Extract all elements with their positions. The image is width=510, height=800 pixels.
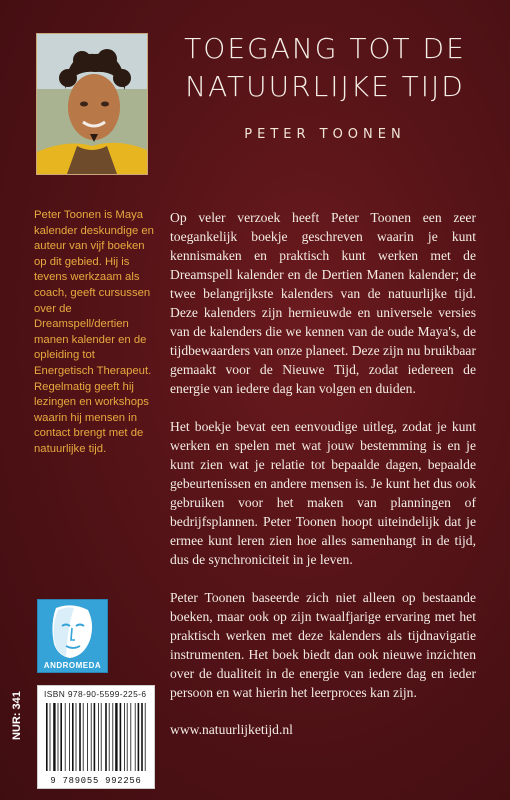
barcode-bar bbox=[120, 703, 122, 771]
blurb-text bbox=[170, 208, 476, 721]
barcode-bar bbox=[58, 703, 59, 771]
barcode-bar bbox=[115, 703, 117, 771]
website-link[interactable]: www.natuurlijketijd.nl bbox=[170, 722, 293, 737]
barcode-bar bbox=[60, 703, 62, 771]
blurb-paragraph-3: Peter Toonen baseerde zich niet alleen op bestaande boeken, maar ook op zijn twaalfjarige ervaring met het praktisch werken met deze kalenders als tijdnavigatie instrumenten. Het boek biedt dan ook nieuwe inzichten over de dualiteit in de energie van iedere dag en ieder persoon en wat hierin het leerproces kan zijn. bbox=[170, 590, 476, 700]
barcode-bar bbox=[46, 703, 48, 771]
title-line-2: NATUURLIJKE TIJD bbox=[185, 70, 465, 103]
barcode-bar bbox=[72, 703, 74, 771]
barcode-bar bbox=[94, 703, 96, 771]
barcode-bar bbox=[145, 703, 146, 771]
isbn-label: ISBN 978-90-5599-225-6 bbox=[44, 689, 147, 699]
author-bio: Peter Toonen is Maya kalender deskundige en auteur van vijf boeken op dit gebied. Hij is tevens werkzaam als coach, geeft cursussen over de Dreamspell/dertien manen kalender en de opleiding tot Energetisch Therapeut. Regelmatig geeft hij lezingen en workshops waarin hij mensen in contact brengt met de natuurlijke tijd. bbox=[34, 209, 154, 455]
barcode-bar bbox=[98, 703, 99, 771]
barcode-bar bbox=[79, 703, 81, 771]
barcode-bar bbox=[127, 703, 128, 771]
barcode-bar bbox=[130, 703, 131, 771]
barcode-bar bbox=[109, 703, 110, 771]
blurb-paragraph-2: Het boekje bevat een eenvoudige uitleg, zodat je kunt werken en spelen met wat jouw bestemming is en je kunt zien wat je relatie tot bepaalde dagen, bepaalde gebeurtenissen en andere mensen is. Je kunt het dus ook gebruiken voor het maken van planningen of bedrijfsplannen. Peter Toonen hoopt uiteindelijk dat je ermee kunt leren zien hoe alles samenhangt in de tijd, dus de synchroniciteit in je leven. bbox=[170, 419, 476, 567]
ean-digits: 9 789055 992256 bbox=[50, 776, 142, 786]
publisher-name: ANDROMEDA bbox=[43, 661, 102, 670]
barcode-bar bbox=[101, 703, 102, 771]
barcode-bar bbox=[50, 703, 51, 771]
nur-code: NUR: 341 bbox=[11, 691, 23, 740]
publisher-logo bbox=[37, 599, 108, 673]
blurb-paragraph-1: Op veler verzoek heeft Peter Toonen een zeer toegankelijk boekje geschreven waarin je kunt kennismaken en praktisch kunt werken met de Dreamspell kalender en de Dertien Manen kalender; de twee belangrijkste kalenders van de natuurlijke tijd. Deze kalenders zijn hernieuwde en universele versies van de kalenders die we kennen van de oude Maya's, de tijdbewaarders van onze planeet. Deze zijn nu bruikbaar gemaakt voor de Nieuwe Tijd, zodat iedereen de energie van iedere dag kan volgen en duiden. bbox=[170, 210, 476, 396]
barcode-bar bbox=[138, 703, 140, 771]
author-portrait-image bbox=[37, 34, 147, 174]
barcode-bar bbox=[87, 703, 88, 771]
book-title bbox=[160, 30, 490, 106]
face-mask-icon bbox=[38, 600, 107, 662]
barcode-bar bbox=[76, 703, 77, 771]
barcode-bar bbox=[69, 703, 70, 771]
barcode-bar bbox=[65, 703, 66, 771]
author-name: PETER TOONEN bbox=[244, 127, 406, 142]
barcode-bar bbox=[53, 703, 55, 771]
barcode bbox=[37, 685, 155, 789]
title-line-1: TOEGANG TOT DE bbox=[184, 32, 466, 65]
barcode-bar bbox=[91, 703, 92, 771]
barcode-bar bbox=[105, 703, 107, 771]
barcode-bar bbox=[135, 703, 136, 771]
barcode-bar bbox=[83, 703, 84, 771]
barcode-bars bbox=[38, 686, 154, 788]
barcode-bar bbox=[141, 703, 143, 771]
barcode-bar bbox=[112, 703, 113, 771]
author-photo bbox=[36, 33, 148, 175]
barcode-bar bbox=[124, 703, 125, 771]
